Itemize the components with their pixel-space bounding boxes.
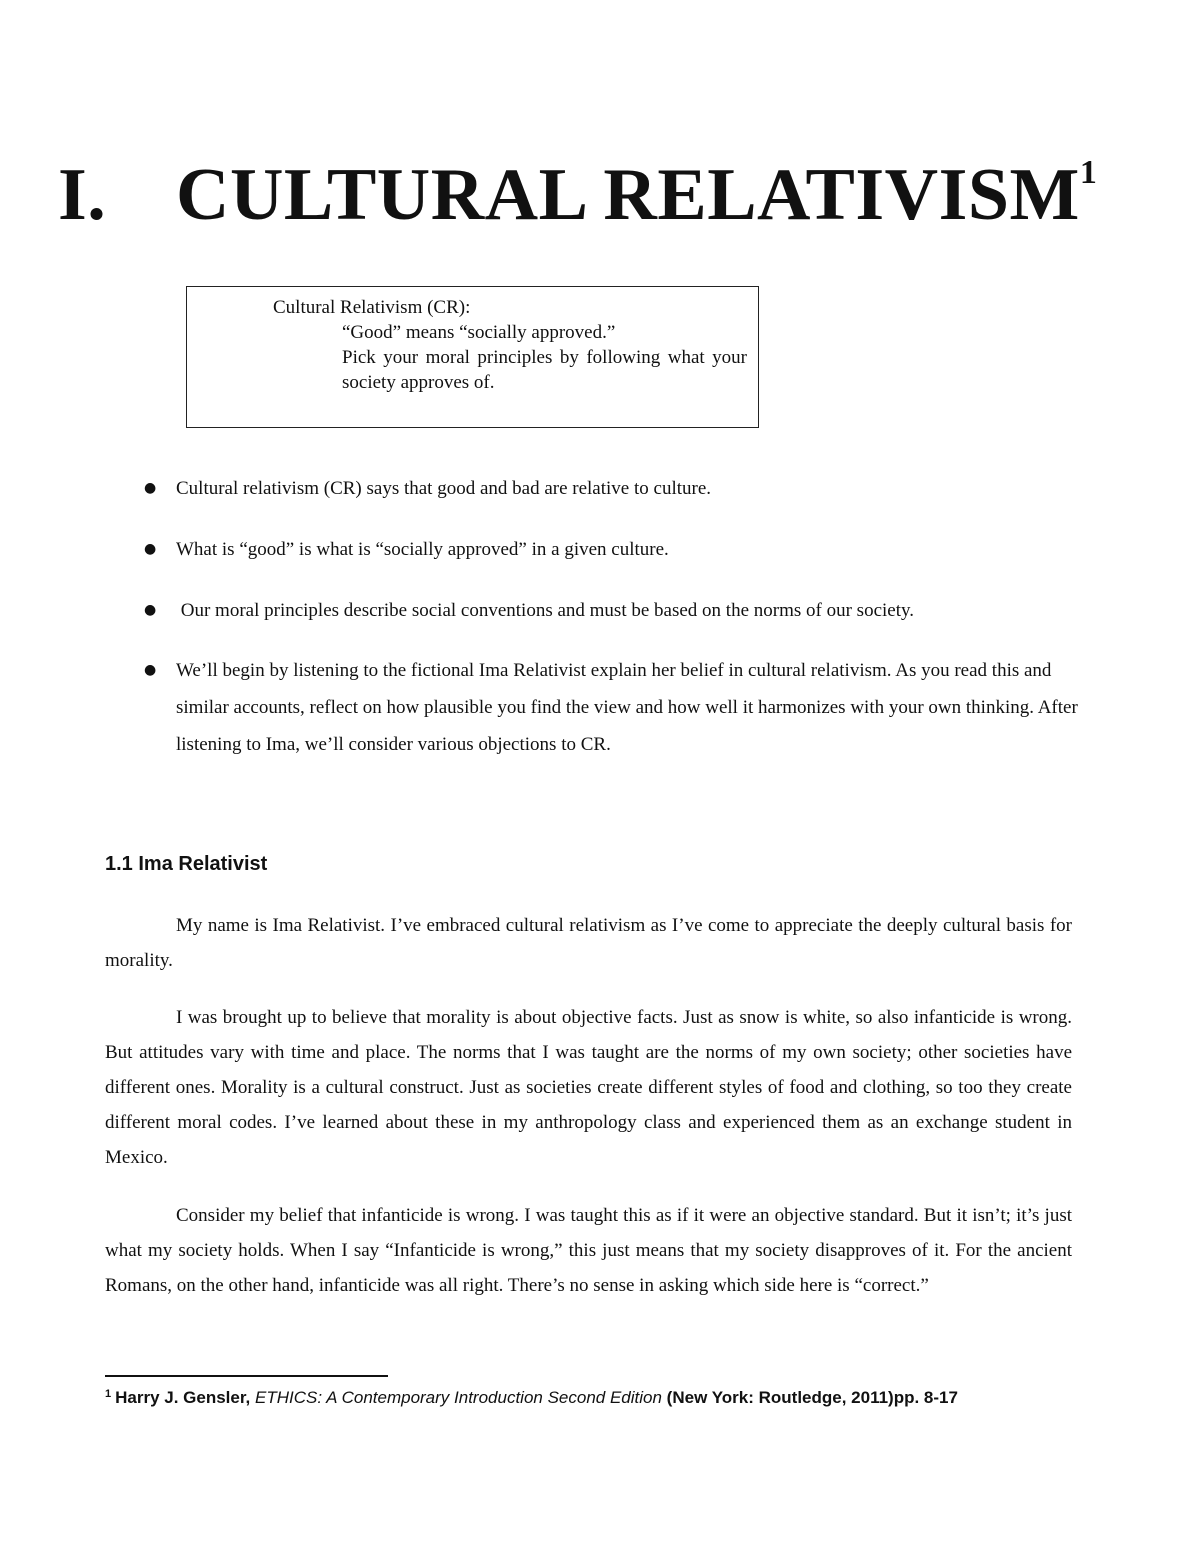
list-item	[144, 592, 1096, 629]
section-heading: 1.1 Ima Relativist	[105, 853, 268, 875]
bullet-text: Cultural relativism (CR) says that good and bad are relative to culture.	[176, 478, 712, 499]
bullet-text: Our moral principles describe social conventions and must be based on the norms of our society.	[176, 600, 915, 621]
list-item	[144, 531, 1096, 568]
bullet-text: We’ll begin by listening to the fictional Ima Relativist explain her belief in cultural relativism. As you read this and similar accounts, reflect on how plausible you find the view and how well it harmonizes with your own thinking. After listening to Ima, we’ll consider various objections to CR.	[176, 660, 1078, 755]
footnote-separator	[105, 1375, 388, 1377]
footnote-author: Harry J. Gensler,	[115, 1388, 251, 1407]
footnote	[105, 1388, 958, 1408]
page-title	[58, 154, 1098, 236]
bullet-icon: ●	[144, 602, 157, 618]
footnote-marker: 1	[105, 1388, 112, 1400]
bullet-icon: ●	[144, 480, 157, 496]
title-number: I.	[58, 154, 107, 236]
title-text: CULTURAL RELATIVISM	[176, 154, 1080, 236]
bullet-icon: ●	[144, 541, 157, 557]
title-footnote-ref[interactable]: 1	[1079, 154, 1098, 191]
definition-heading: Cultural Relativism (CR):	[273, 297, 471, 318]
definition-line: Pick your moral principles by following what your society approves of.	[342, 347, 747, 393]
list-item	[144, 652, 1096, 763]
body-paragraph: I was brought up to believe that morality is about objective facts. Just as snow is white, so also infanticide is wrong. But attitudes vary with time and place. The norms that I was taught are the norms of my own society; other societies have different ones. Morality is a cultural construct. Just as societies create different styles of food and clothing, so too they create different moral codes. I’ve learned about these in my anthropology class and experienced them as an exchange student in Mexico.	[105, 1007, 1072, 1168]
definition-box	[186, 286, 759, 428]
definition-lines	[342, 320, 747, 395]
footnote-publication: (New York: Routledge, 2011)pp. 8-17	[666, 1388, 958, 1407]
definition-line: “Good” means “socially approved.”	[342, 322, 616, 343]
body-paragraph: My name is Ima Relativist. I’ve embraced cultural relativism as I’ve come to appreciate the deeply cultural basis for morality.	[105, 915, 1072, 971]
body-paragraph: Consider my belief that infanticide is wrong. I was taught this as if it were an objective standard. But it isn’t; it’s just what my society holds. When I say “Infanticide is wrong,” this just means that my society disapproves of it. For the ancient Romans, on the other hand, infanticide was all right. There’s no sense in asking which side here is “correct.”	[105, 1205, 1072, 1296]
bullet-icon: ●	[144, 662, 157, 678]
list-item	[144, 470, 1096, 507]
bullet-text: What is “good” is what is “socially approved” in a given culture.	[176, 539, 669, 560]
footnote-book-title: ETHICS: A Contemporary Introduction Second Edition	[255, 1388, 662, 1407]
